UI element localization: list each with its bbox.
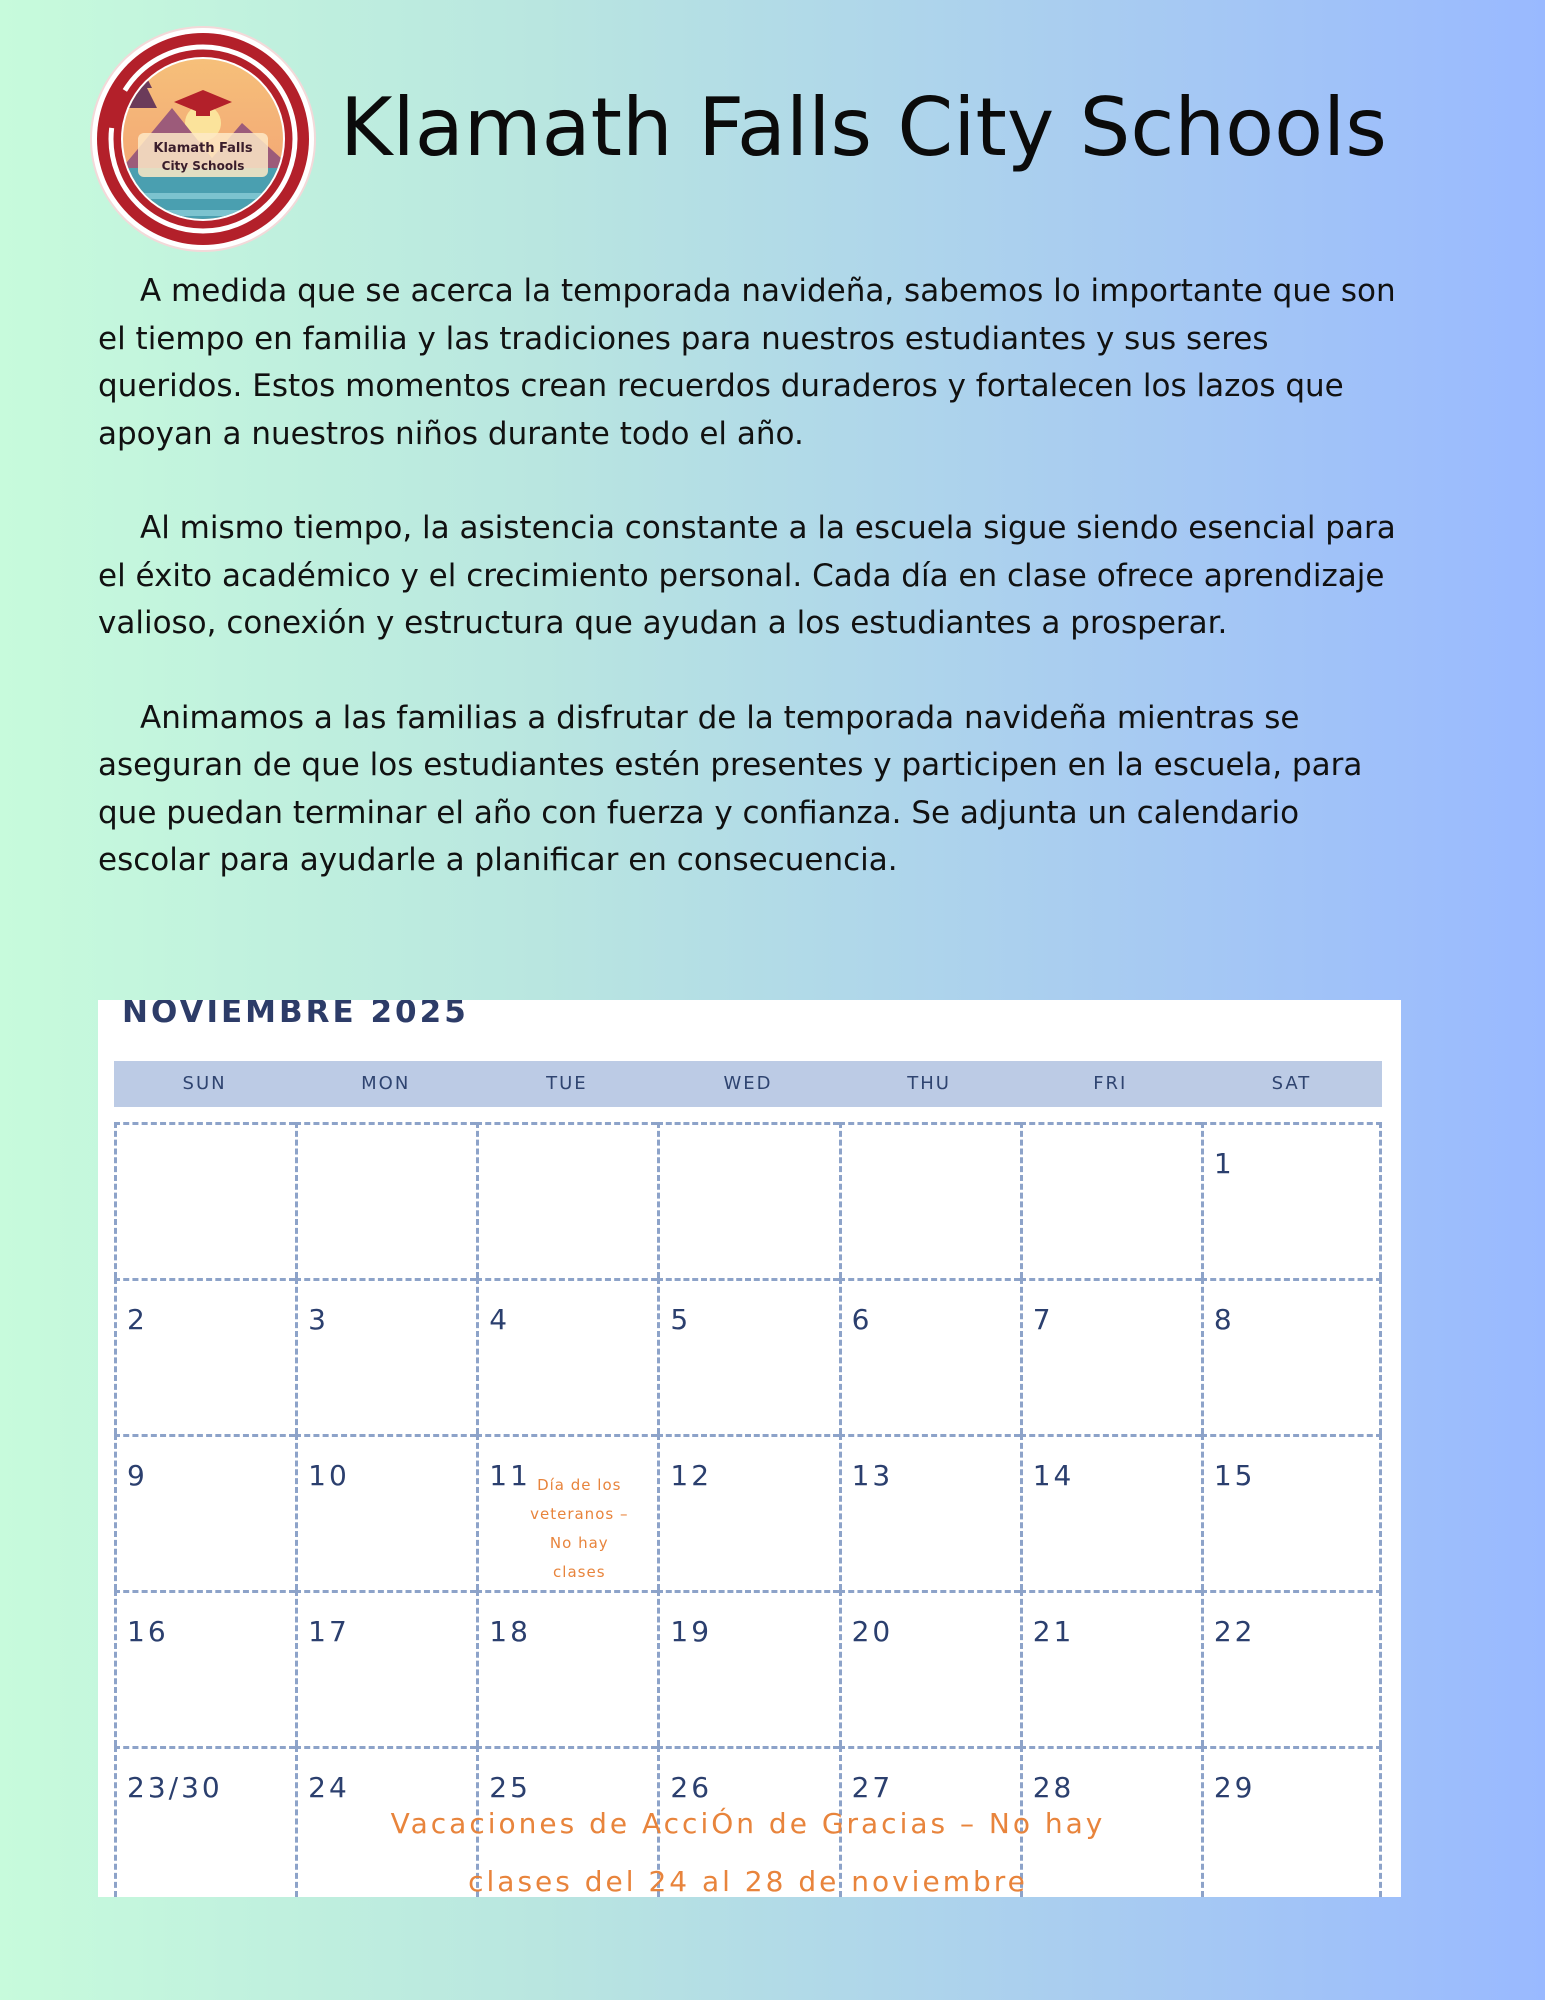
weekday-fri: FRI: [1093, 1073, 1128, 1094]
school-logo: [92, 28, 314, 250]
calendar-day-cell: [114, 1278, 295, 1434]
calendar-day-cell: [476, 1122, 657, 1278]
calendar-day-number: 5: [670, 1303, 692, 1336]
calendar-day-number: 11: [489, 1459, 531, 1492]
paragraph-1-text: A medida que se acerca la temporada navideña, sabemos lo importante que son el tiempo en familia y las tradiciones para nuestros estudiantes y sus seres queridos. Estos momentos crean recuerdos duraderos y fortalecen los lazos que apoyan a nuestros niños durante todo el año.: [98, 273, 1396, 452]
calendar-day-number: 26: [670, 1771, 713, 1804]
calendar-day-number: 12: [670, 1459, 713, 1492]
weekday-sat: SAT: [1271, 1073, 1312, 1094]
calendar-title: NOVIEMBRE 2025: [122, 1000, 469, 1030]
calendar-day-number: 18: [489, 1615, 531, 1648]
calendar-day-cell: [295, 1434, 476, 1590]
calendar-day-number: 19: [670, 1615, 713, 1648]
weekday-mon: MON: [361, 1073, 411, 1094]
calendar-day-cell: [657, 1122, 838, 1278]
calendar-day-cell: [295, 1122, 476, 1278]
calendar-day-number: 9: [127, 1459, 148, 1492]
calendar-day-cell: [657, 1278, 838, 1434]
calendar-day-cell: [839, 1278, 1020, 1434]
calendar-day-number: 24: [308, 1771, 350, 1804]
calendar-day-number: 1: [1213, 1147, 1235, 1180]
weekday-sun: SUN: [182, 1073, 227, 1094]
calendar-day-number: 21: [1032, 1615, 1075, 1648]
calendar-day-cell: [1201, 1434, 1382, 1590]
calendar-day-number: 27: [851, 1771, 894, 1804]
logo-text-line2: City Schools: [161, 159, 245, 173]
calendar-day-cell: [1201, 1746, 1382, 1897]
school-logo-graphic: [92, 28, 314, 250]
calendar-day-number: 14: [1032, 1459, 1075, 1492]
calendar-day-cell: [657, 1590, 838, 1746]
calendar-day-number: 4: [489, 1303, 511, 1336]
calendar-day-number: 16: [127, 1615, 169, 1648]
calendar-day-cell: [295, 1590, 476, 1746]
calendar-day-cell: [1201, 1278, 1382, 1434]
calendar-day-number: 22: [1213, 1615, 1256, 1648]
weekday-thu: THU: [907, 1073, 951, 1094]
paragraph-3-text: Animamos a las familias a disfrutar de la temporada navideña mientras se aseguran de que los estudiantes estén presentes y participen en la escuela, para que puedan terminar el año con fuerza y confianza. Se adjunta un calendario escolar para ayudarle a planificar en consecuencia.: [98, 699, 1363, 878]
calendar-day-number: 17: [308, 1615, 350, 1648]
veterans-day-note: Día de los veteranos – No hay clases: [530, 1476, 629, 1581]
calendar-day-cell: [839, 1122, 1020, 1278]
calendar-day-number: 25: [489, 1771, 531, 1804]
calendar-day-cell: [114, 1746, 295, 1897]
calendar-day-cell: [839, 1590, 1020, 1746]
calendar-day-number: 8: [1213, 1303, 1235, 1336]
weekday-header: [114, 1061, 1382, 1107]
thanksgiving-note: Vacaciones de AcciÓn de Gracias – No hay clases del 24 al 28 de noviembre: [390, 1807, 1106, 1897]
calendar-day-cell: [295, 1278, 476, 1434]
calendar-day-number: 3: [308, 1303, 329, 1336]
page-title: Klamath Falls City Schools: [340, 81, 1387, 174]
calendar-day-cell: [1020, 1590, 1201, 1746]
weekday-wed: WED: [723, 1073, 773, 1094]
calendar-day-number: 10: [308, 1459, 350, 1492]
paragraph-2-text: Al mismo tiempo, la asistencia constante a la escuela sigue siendo esencial para el éxito académico y el crecimiento personal. Cada día en clase ofrece aprendizaje valioso, conexión y estructura que ayudan a los estudiantes a prosperar.: [98, 510, 1396, 641]
calendar-day-number: 2: [127, 1303, 148, 1336]
calendar-day-number: 13: [851, 1459, 894, 1492]
calendar-day-cell: [1201, 1590, 1382, 1746]
calendar-day-cell: [1020, 1278, 1201, 1434]
calendar-day-number: 7: [1032, 1303, 1054, 1336]
calendar-day-cell: [1201, 1122, 1382, 1278]
letter-body: [98, 268, 1398, 932]
calendar-day-cell: [114, 1434, 295, 1590]
calendar-day-cell: [839, 1434, 1020, 1590]
paragraph-2: [98, 505, 1398, 648]
calendar-day-cell: [1020, 1434, 1201, 1590]
calendar-day-number: 28: [1032, 1771, 1075, 1804]
calendar-image: [98, 1000, 1401, 1897]
calendar-day-number: 20: [851, 1615, 894, 1648]
calendar-day-number: 6: [851, 1303, 873, 1336]
calendar-day-cell: [1020, 1122, 1201, 1278]
calendar-day-cell: [114, 1590, 295, 1746]
calendar-day-number: 29: [1213, 1771, 1256, 1804]
calendar-day-number: 23/30: [127, 1771, 223, 1804]
weekday-tue: TUE: [546, 1073, 588, 1094]
calendar-day-cell: [476, 1590, 657, 1746]
logo-text-line1: Klamath Falls: [153, 141, 253, 156]
calendar-day-cell: [657, 1434, 838, 1590]
calendar-day-number: 15: [1213, 1459, 1256, 1492]
calendar-day-cell: [476, 1434, 657, 1590]
paragraph-1: [98, 268, 1398, 458]
calendar-day-cell: [114, 1122, 295, 1278]
paragraph-3: [98, 695, 1398, 885]
calendar-day-cell: [476, 1278, 657, 1434]
